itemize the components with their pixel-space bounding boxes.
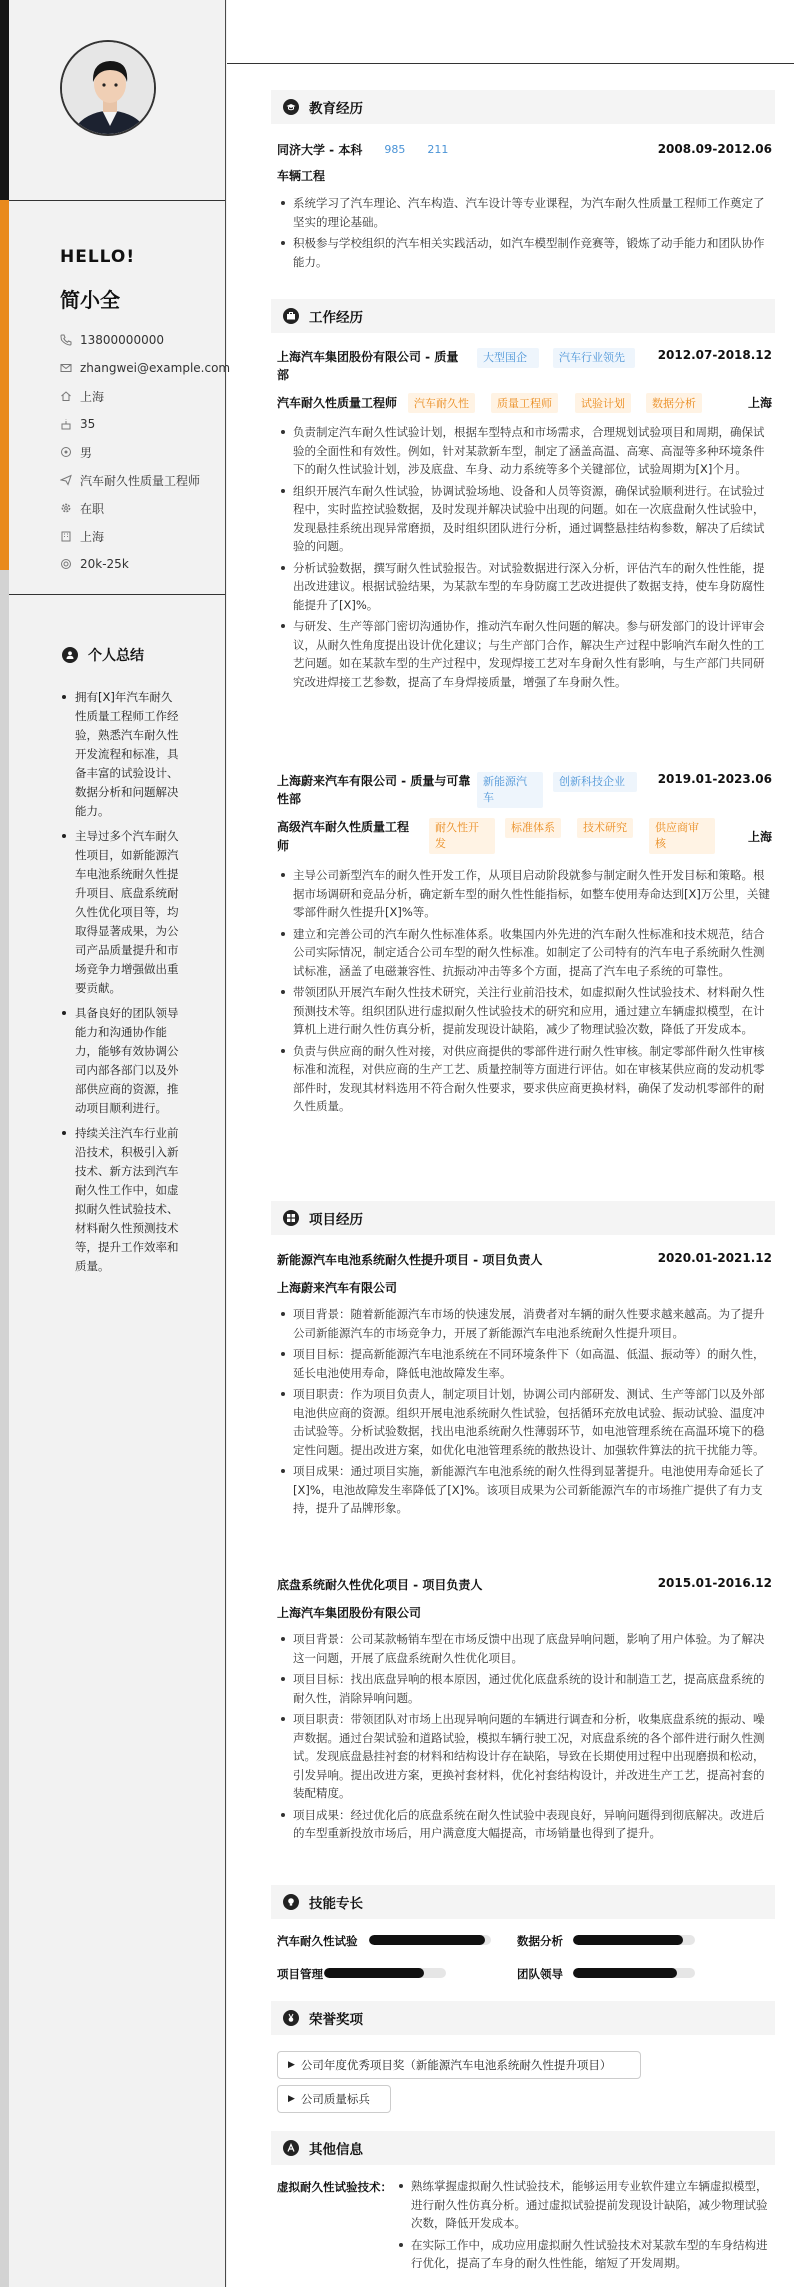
summary-heading	[62, 645, 144, 665]
job-position-row	[277, 818, 772, 858]
avatar	[60, 40, 156, 136]
skills-heading	[271, 1885, 775, 1919]
other-label: 虚拟耐久性试验技术：	[277, 2180, 392, 2194]
email-row	[60, 354, 230, 382]
gender-row	[60, 438, 230, 466]
list-item: 项目职责：带领团队对市场上出现异响问题的车辆进行调查和分析，收集底盘系统的振动、噪声数据。通过台架试验和道路试验，模拟车辆行驶工况，对底盘系统的各个部件进行耐久性测试。发现底盘悬挂衬套的材料和结构设计存在缺陷，导致在长期使用过程中出现磨损和松动，引发异响。提出改进方案，更换衬套材料，优化衬套结构设计，并改进生产工艺，提高衬套的装配精度。	[277, 1710, 772, 1803]
list-item: 带领团队开展汽车耐久性技术研究，关注行业前沿技术，如虚拟耐久性试验技术、材料耐久性预测技术等。组织团队进行虚拟耐久性试验技术的研究和应用，通过建立车辆虚拟模型，在计算机上进行耐久性仿真分析，提前发现设计缺陷，减少了物理试验次数，降低了开发成本。	[277, 983, 772, 1039]
project-period: 2020.01-2021.12	[657, 1251, 772, 1265]
skills-title: 技能专长	[309, 1896, 363, 1912]
gear-icon	[60, 502, 72, 514]
honor-text: 公司年度优秀项目奖（新能源汽车电池系统耐久性提升项目）	[300, 2058, 612, 2072]
skill-bar	[573, 1968, 695, 1978]
job-duty-list	[277, 866, 772, 1119]
list-item: 积极参与学校组织的汽车相关实践活动，如汽车模型制作竞赛等，锻炼了动手能力和团队协作能力。	[277, 234, 772, 271]
skill-bar-fill	[573, 1935, 683, 1945]
skill-name: 团队领导	[517, 1967, 563, 1981]
phone-row	[60, 326, 230, 354]
honor-text: 公司质量标兵	[300, 2092, 370, 2106]
building-icon	[60, 530, 72, 542]
user-icon	[62, 647, 78, 663]
skill-tag: 耐久性开发	[429, 818, 495, 854]
phone-icon	[60, 334, 72, 346]
skill-bar	[324, 1968, 446, 1978]
project-header	[277, 1576, 772, 1593]
company-tag: 新能源汽车	[477, 772, 543, 808]
target-job: 汽车耐久性质量工程师	[80, 473, 201, 488]
honor-item	[277, 2085, 391, 2113]
list-item: 项目目标：找出底盘异响的根本原因，通过优化底盘系统的设计和制造工艺，提高底盘系统的耐久性，消除异响问题。	[277, 1670, 772, 1707]
skill-tag: 供应商审核	[649, 818, 715, 854]
skill-bar	[573, 1935, 695, 1945]
list-item: 项目背景：随着新能源汽车市场的快速发展，消费者对车辆的耐久性要求越来越高。为了提升公司新能源汽车的市场竞争力，开展了新能源汽车电池系统耐久性提升项目。	[277, 1305, 772, 1342]
list-item: 拥有[X]年汽车耐久性质量工程师工作经验，熟悉汽车耐久性开发流程和标准，具备丰富的试验设计、数据分析和问题解决能力。	[60, 688, 180, 821]
full-name: 简小全	[60, 288, 120, 312]
position-title: 高级汽车耐久性质量工程师	[277, 820, 410, 853]
medal-icon	[283, 2010, 299, 2026]
project-company: 上海汽车集团股份有限公司	[277, 1606, 422, 1620]
honors-title: 荣誉奖项	[309, 2012, 363, 2028]
list-item: 熟练掌握虚拟耐久性试验技术，能够运用专业软件建立车辆虚拟模型，进行耐久性仿真分析。通过虚拟试验提前发现设计缺陷，减少物理试验次数，降低开发成本。	[395, 2177, 772, 2233]
skill-name: 数据分析	[517, 1934, 563, 1948]
honor-item	[277, 2051, 641, 2079]
salary-row	[60, 550, 230, 578]
job-position-row	[277, 394, 772, 414]
skill-tag: 技术研究	[577, 818, 633, 838]
age-row	[60, 410, 230, 438]
list-item: 主导过多个汽车耐久性项目，如新能源汽车电池系统耐久性提升项目、底盘系统耐久性优化项目等，均取得显著成果，为公司产品质量提升和市场竞争力增强做出重要贡献。	[60, 827, 180, 998]
summary-title: 个人总结	[88, 648, 144, 664]
project-detail-list	[277, 1630, 772, 1846]
age: 35	[80, 417, 96, 431]
gender: 男	[80, 445, 93, 460]
list-item: 具备良好的团队领导能力和沟通协作能力，能够有效协调公司内部各部门以及外部供应商的资源，推动项目顺利进行。	[60, 1004, 180, 1118]
lightbulb-icon	[283, 1894, 299, 1910]
skill-bar-fill	[573, 1968, 677, 1978]
city: 上海	[80, 389, 105, 404]
work-heading	[271, 299, 775, 333]
list-item: 系统学习了汽车理论、汽车构造、汽车设计等专业课程，为汽车耐久性质量工程师工作奠定了坚实的理论基础。	[277, 194, 772, 231]
home-icon	[60, 390, 72, 402]
education-entry	[277, 139, 772, 159]
sidebar-accent-strip	[0, 200, 9, 570]
company-name: 上海汽车集团股份有限公司 - 质量部	[277, 350, 459, 382]
skill-name: 汽车耐久性试验	[277, 1934, 358, 1948]
honors-heading	[271, 2001, 775, 2035]
company-name: 上海蔚来汽车有限公司 - 质量与可靠性部	[277, 774, 471, 806]
project-company: 上海蔚来汽车有限公司	[277, 1281, 398, 1295]
company-tag: 创新科技企业	[553, 772, 637, 792]
job-header	[277, 348, 772, 384]
list-item: 项目职责：作为项目负责人，制定项目计划，协调公司内部研发、测试、生产等部门以及外部电池供应商的资源。组织开展电池系统耐久性试验，包括循环充放电试验、振动试验、温度冲击试验等。分析试验数据，找出电池系统耐久性薄弱环节，如电池管理系统在高温环境下的稳定性问题。提出改进方案，如优化电池管理系统的散热设计、加强软件算法的抗干扰能力等。	[277, 1385, 772, 1459]
skill-tag: 汽车耐久性	[408, 393, 475, 413]
projects-title: 项目经历	[309, 1212, 363, 1228]
job-city: 上海	[747, 396, 772, 410]
grid-icon	[283, 1210, 299, 1226]
work-title: 工作经历	[309, 310, 363, 326]
contact-info	[60, 326, 230, 578]
skill-tag: 质量工程师	[491, 393, 558, 413]
school-tag: 985	[384, 142, 406, 156]
email[interactable]: zhangwei@example.com	[80, 361, 231, 375]
sidebar	[0, 0, 231, 2287]
coin-icon	[60, 558, 72, 570]
divider	[9, 594, 225, 595]
projects-heading	[271, 1201, 775, 1235]
skill-bar	[369, 1935, 491, 1945]
skill-bar-fill	[369, 1935, 485, 1945]
project-detail-list	[277, 1305, 772, 1521]
education-list	[277, 194, 772, 274]
project-period: 2015.01-2016.12	[657, 1576, 772, 1590]
divider	[227, 63, 794, 64]
list-item: 负责与供应商的耐久性对接，对供应商提供的零部件进行耐久性审核。制定零部件耐久性审核标准和流程，对供应商的生产工艺、质量控制等方面进行评估。如在审核某供应商的发动机零部件时，发现其材料选用不符合耐久性要求，要求供应商更换材料，确保了发动机零部件的耐久性质量。	[277, 1042, 772, 1116]
list-item: 项目背景：公司某款畅销车型在市场反馈中出现了底盘异响问题，影响了用户体验。为了解决这一问题，开展了底盘系统耐久性优化项目。	[277, 1630, 772, 1667]
caret-right-icon: ▶	[288, 2094, 295, 2104]
graduation-cap-icon	[283, 99, 299, 115]
job-period: 2019.01-2023.06	[657, 772, 772, 786]
briefcase-icon	[283, 308, 299, 324]
phone[interactable]: 13800000000	[80, 333, 164, 347]
send-icon	[60, 474, 72, 486]
list-item: 分析试验数据，撰写耐久性试验报告。对试验数据进行深入分析，评估汽车的耐久性性能，提出改进建议。根据试验结果，为某款车型的车身防腐工艺改进提供了数据支持，使车身防腐性能提升了[X]%。	[277, 559, 772, 615]
job-period: 2012.07-2018.12	[657, 348, 772, 362]
project-name: 新能源汽车电池系统耐久性提升项目 - 项目负责人	[277, 1253, 543, 1267]
salary: 20k-25k	[80, 557, 129, 571]
major: 车辆工程	[277, 169, 326, 183]
education-heading	[271, 90, 775, 124]
project-header	[277, 1251, 772, 1268]
caret-right-icon: ▶	[288, 2060, 295, 2070]
sidebar-accent-strip	[0, 570, 9, 2287]
list-item: 持续关注汽车行业前沿技术，积极引入新技术、新方法到汽车耐久性工作中，如虚拟耐久性试验技术、材料耐久性预测技术等，提升工作效率和质量。	[60, 1124, 180, 1276]
position-title: 汽车耐久性质量工程师	[277, 396, 398, 410]
target-job-row	[60, 466, 230, 494]
list-item: 在实际工作中，成功应用虚拟耐久性试验技术对某款车型的车身结构进行优化，提高了车身的耐久性性能，缩短了开发周期。	[395, 2236, 772, 2273]
job-city: 上海	[747, 830, 772, 844]
list-item: 负责制定汽车耐久性试验计划，根据车型特点和市场需求，合理规划试验项目和周期，确保试验的全面性和有效性。例如，针对某款新车型，制定了涵盖高温、高寒、高湿等多种环境条件下的耐久性试验计划，涉及底盘、车身、动力系统等多个关键部位，试验周期为[X]个月。	[277, 423, 772, 479]
other-heading	[271, 2131, 775, 2165]
education-title: 教育经历	[309, 101, 363, 117]
list-item: 主导公司新型汽车的耐久性开发工作，从项目启动阶段就参与制定耐久性开发目标和策略。根据市场调研和竞品分析，确定新车型的耐久性性能指标，如整车使用寿命达到[X]万公里，关键零部件耐久性提升[X]%等。	[277, 866, 772, 922]
list-item: 组织开展汽车耐久性试验，协调试验场地、设备和人员等资源，确保试验顺利进行。在试验过程中，实时监控试验数据，及时发现并解决试验中出现的问题。如在一次底盘耐久性试验中，发现悬挂系统出现异常磨损，及时组织团队进行分析，通过调整悬挂结构参数，解决了后续试验的问题。	[277, 482, 772, 556]
list-item: 项目成果：经过优化后的底盘系统在耐久性试验中表现良好，异响问题得到彻底解决。改进后的车型重新投放市场后，用户满意度大幅提高，市场销量也得到了提升。	[277, 1806, 772, 1843]
target-city-row	[60, 522, 230, 550]
status-row	[60, 494, 230, 522]
skill-tag: 标准体系	[505, 818, 561, 838]
info-icon	[283, 2140, 299, 2156]
company-tag: 汽车行业领先	[553, 348, 635, 368]
gender-icon	[60, 446, 72, 458]
target-city: 上海	[80, 529, 105, 544]
list-item: 项目成果：通过项目实施，新能源汽车电池系统的耐久性得到显著提升。电池使用寿命延长了[X]%，电池故障发生率降低了[X]%。该项目成果为公司新能源汽车的市场推广提供了有力支持，提升了品牌形象。	[277, 1462, 772, 1518]
other-list	[395, 2177, 772, 2276]
list-item: 建立和完善公司的汽车耐久性标准体系。收集国内外先进的汽车耐久性标准和技术规范，结合公司实际情况，制定适合公司车型的耐久性标准。如制定了公司特有的汽车电子系统耐久性测试标准，涵盖了电磁兼容性、抗振动冲击等多个方面，提高了汽车电子系统的可靠性。	[277, 925, 772, 981]
skill-bar-fill	[324, 1968, 424, 1978]
city-row	[60, 382, 230, 410]
job-duty-list	[277, 423, 772, 694]
list-item: 项目目标：提高新能源汽车电池系统在不同环境条件下（如高温、低温、振动等）的耐久性，延长电池使用寿命，降低电池故障发生率。	[277, 1345, 772, 1382]
job-header	[277, 772, 772, 808]
school-name: 同济大学 - 本科	[277, 142, 363, 157]
skill-tag: 试验计划	[575, 393, 631, 413]
school-tag: 211	[427, 142, 449, 156]
cake-icon	[60, 418, 72, 430]
email-icon	[60, 362, 72, 374]
main-content	[227, 0, 794, 2287]
other-title: 其他信息	[309, 2142, 363, 2158]
list-item: 与研发、生产等部门密切沟通协作，推动汽车耐久性问题的解决。参与研发部门的设计评审会议，从耐久性角度提出设计优化建议；与生产部门合作，解决生产过程中影响汽车耐久性的工艺问题。如在某款车型的生产过程中，发现焊接工艺对车身耐久性有影响，与生产部门共同研究改进焊接工艺参数，提高了车身焊接质量，增强了车身耐久性。	[277, 617, 772, 691]
skill-name: 项目管理	[277, 1967, 323, 1981]
education-period: 2008.09-2012.06	[657, 142, 772, 156]
project-name: 底盘系统耐久性优化项目 - 项目负责人	[277, 1578, 483, 1592]
job-status: 在职	[80, 501, 105, 516]
divider	[9, 200, 225, 201]
company-tag: 大型国企	[477, 348, 539, 368]
sidebar-accent-strip	[0, 0, 9, 200]
skill-tag: 数据分析	[646, 393, 702, 413]
summary-list	[60, 688, 180, 1282]
greeting: HELLO!	[60, 247, 136, 267]
